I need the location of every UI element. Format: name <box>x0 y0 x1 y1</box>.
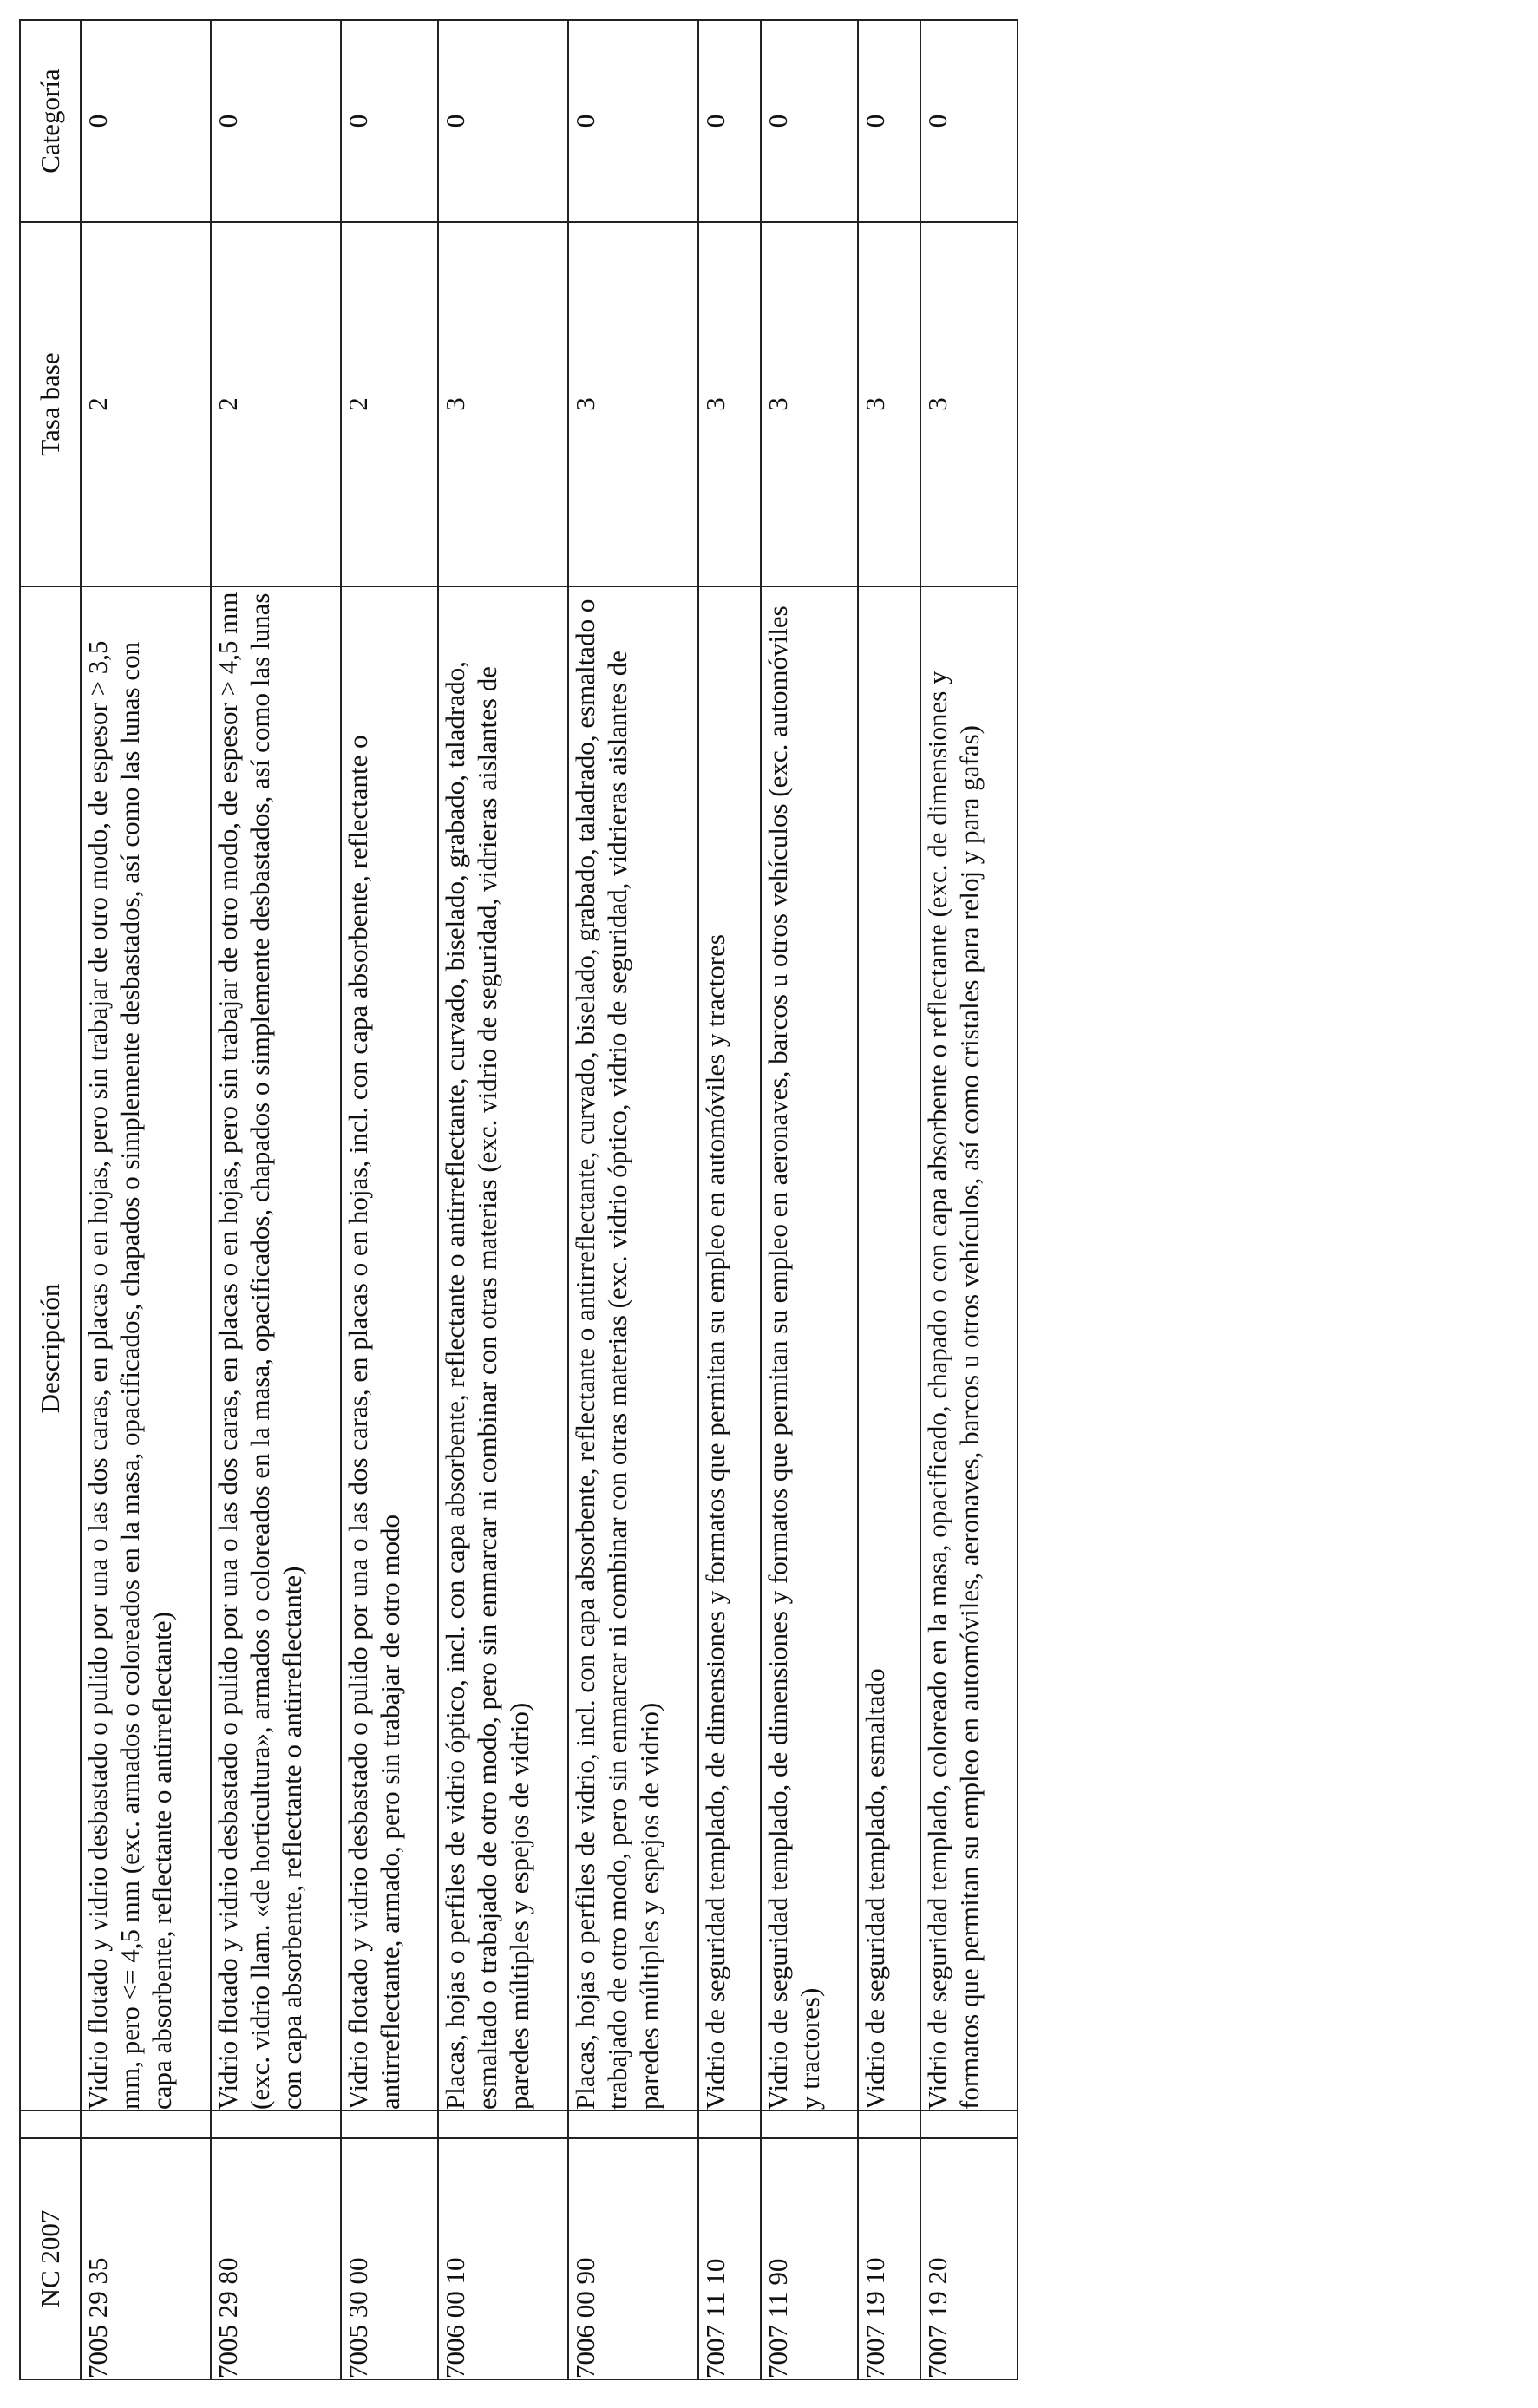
cell-code: 7007 11 10 <box>698 2138 761 2379</box>
cell-description: Placas, hojas o perfiles de vidrio, incl. con capa absorbente, reflectante o antirreflectante, curvado, biselado, grabado, taladrado, esmaltado o trabajado de otro modo, pero sin enmarcar ni combinar con otras materias (exc. vidrio óptico, vidrio de seguridad, vidrieras aislantes de paredes múltiples y espejos de vidrio) <box>568 586 698 2110</box>
cell-category: 0 <box>81 20 211 222</box>
cell-description: Vidrio de seguridad templado, coloreado en la masa, opacificado, chapado o con capa absorbente o reflectante (exc. de dimensiones y formatos que permitan su empleo en automóviles, aeronaves, barcos u otros vehículos, así como cristales para reloj y para gafas) <box>920 586 1018 2110</box>
cell-rate: 3 <box>568 222 698 586</box>
cell-spacer <box>211 2110 341 2138</box>
cell-rate: 2 <box>341 222 438 586</box>
tariff-table <box>19 19 1018 2380</box>
cell-code: 7005 30 00 <box>341 2138 438 2379</box>
cell-code: 7005 29 80 <box>211 2138 341 2379</box>
cell-spacer <box>698 2110 761 2138</box>
cell-category: 0 <box>858 20 920 222</box>
table-row <box>211 20 341 2379</box>
cell-category: 0 <box>920 20 1018 222</box>
table-row <box>698 20 761 2379</box>
cell-code: 7006 00 10 <box>438 2138 568 2379</box>
header-category: Categoría <box>20 20 81 222</box>
table-row <box>761 20 858 2379</box>
cell-code: 7005 29 35 <box>81 2138 211 2379</box>
cell-description: Vidrio de seguridad templado, de dimensiones y formatos que permitan su empleo en aeronaves, barcos u otros vehículos (exc. automóviles y tractores) <box>761 586 858 2110</box>
cell-rate: 3 <box>438 222 568 586</box>
cell-code: 7007 19 20 <box>920 2138 1018 2379</box>
cell-spacer <box>920 2110 1018 2138</box>
cell-spacer <box>761 2110 858 2138</box>
cell-category: 0 <box>438 20 568 222</box>
cell-code: 7006 00 90 <box>568 2138 698 2379</box>
cell-rate: 2 <box>211 222 341 586</box>
cell-category: 0 <box>211 20 341 222</box>
table-row <box>920 20 1018 2379</box>
header-code: NC 2007 <box>20 2138 81 2379</box>
cell-rate: 3 <box>698 222 761 586</box>
cell-spacer <box>438 2110 568 2138</box>
cell-category: 0 <box>341 20 438 222</box>
cell-description: Vidrio flotado y vidrio desbastado o pulido por una o las dos caras, en placas o en hojas, pero sin trabajar de otro modo, de espesor > 4,5 mm (exc. vidrio llam. «de horticultura», armados o coloreados en la masa, opacificados, chapados o simplemente desbastados, así como las lunas con capa absorbente, reflectante o antirreflectante) <box>211 586 341 2110</box>
header-spacer <box>20 2110 81 2138</box>
cell-category: 0 <box>568 20 698 222</box>
cell-rate: 3 <box>920 222 1018 586</box>
table-row <box>568 20 698 2379</box>
cell-description: Vidrio flotado y vidrio desbastado o pulido por una o las dos caras, en placas o en hojas, incl. con capa absorbente, reflectante o antirreflectante, armado, pero sin trabajar de otro modo <box>341 586 438 2110</box>
cell-code: 7007 11 90 <box>761 2138 858 2379</box>
cell-category: 0 <box>698 20 761 222</box>
cell-description: Placas, hojas o perfiles de vidrio óptico, incl. con capa absorbente, reflectante o antirreflectante, curvado, biselado, grabado, taladrado, esmaltado o trabajado de otro modo, pero sin enmarcar ni combinar con otras materias (exc. vidrio de seguridad, vidrieras aislantes de paredes múltiples y espejos de vidrio) <box>438 586 568 2110</box>
table-row <box>438 20 568 2379</box>
cell-description: Vidrio flotado y vidrio desbastado o pulido por una o las dos caras, en placas o en hojas, pero sin trabajar de otro modo, de espesor > 3,5 mm, pero <= 4,5 mm (exc. armados o coloreados en la masa, opacificados, chapados o simplemente desbastados, así como las lunas con capa absorbente, reflectante o antirreflectante) <box>81 586 211 2110</box>
header-rate: Tasa base <box>20 222 81 586</box>
cell-spacer <box>858 2110 920 2138</box>
cell-rate: 3 <box>761 222 858 586</box>
header-row <box>20 20 81 2379</box>
cell-rate: 3 <box>858 222 920 586</box>
cell-rate: 2 <box>81 222 211 586</box>
cell-spacer <box>568 2110 698 2138</box>
table-row <box>858 20 920 2379</box>
table-row <box>81 20 211 2379</box>
header-description: Descripción <box>20 586 81 2110</box>
cell-category: 0 <box>761 20 858 222</box>
cell-spacer <box>341 2110 438 2138</box>
cell-description: Vidrio de seguridad templado, esmaltado <box>858 586 920 2110</box>
cell-spacer <box>81 2110 211 2138</box>
table-row <box>341 20 438 2379</box>
cell-code: 7007 19 10 <box>858 2138 920 2379</box>
cell-description: Vidrio de seguridad templado, de dimensiones y formatos que permitan su empleo en automóviles y tractores <box>698 586 761 2110</box>
